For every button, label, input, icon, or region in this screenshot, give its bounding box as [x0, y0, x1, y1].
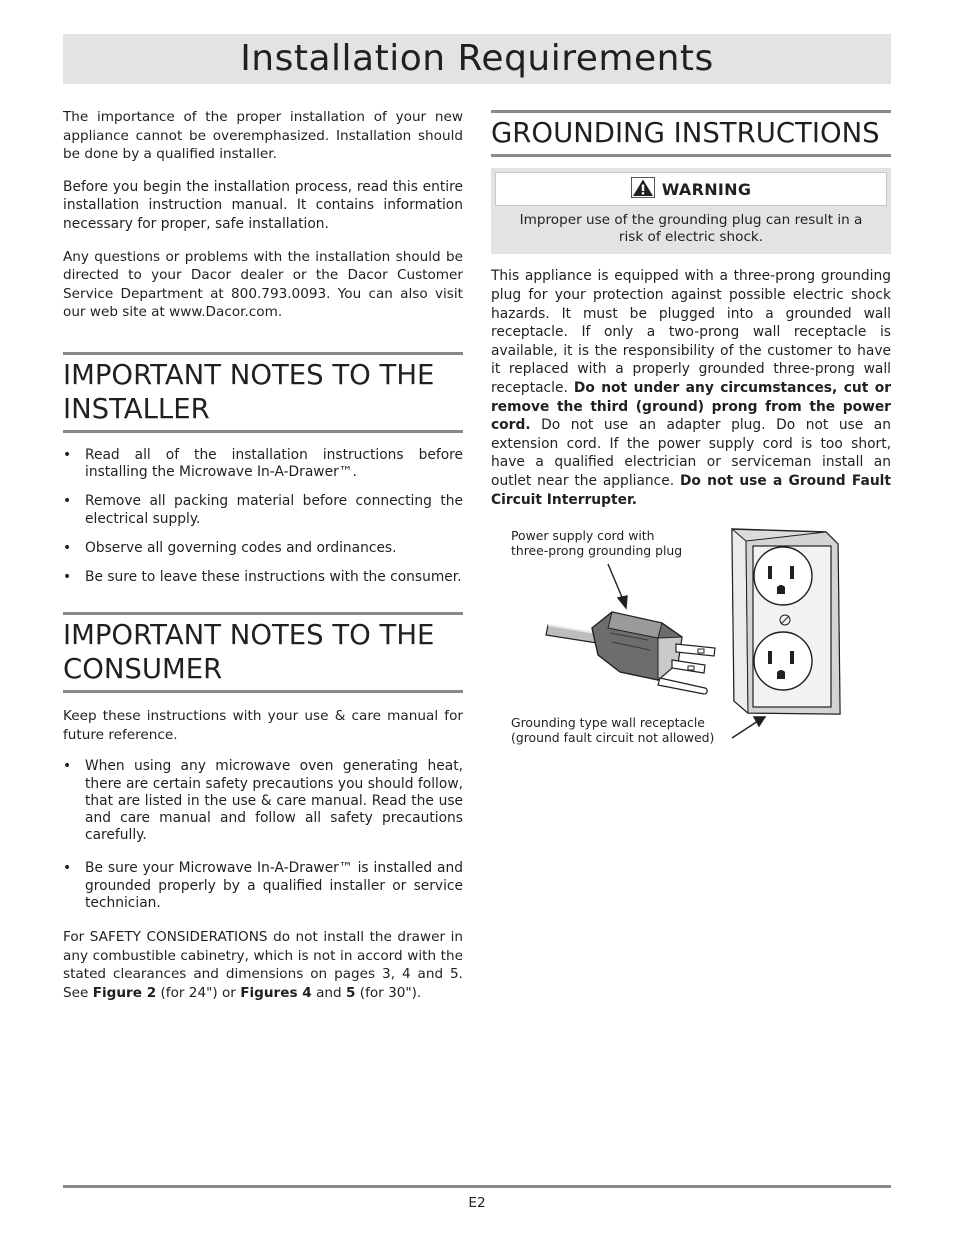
right-column — [491, 108, 891, 523]
safety-considerations: For SAFETY CONSIDERATIONS do not install the drawer in any combustible cabinetry, which is not in accord with the stated clearances and dimensions on pages 3, 4 and 5. See Figure 2 (for 24") or Figures 4 and 5 (for 30"). — [63, 928, 463, 1001]
consumer-heading-line1: IMPORTANT NOTES TO THE — [63, 619, 435, 652]
installer-notes-heading — [63, 352, 463, 433]
warning-label: WARNING — [661, 179, 752, 199]
bullet: • — [63, 539, 72, 556]
page-title: Installation Requirements — [240, 38, 714, 79]
callout-power-cord: Power supply cord with three-prong grounding plug — [511, 528, 683, 558]
arrow-to-receptacle — [732, 717, 765, 738]
warning-text: Improper use of the grounding plug can result in a risk of electric shock. — [519, 212, 863, 246]
installer-notes-list — [63, 447, 463, 586]
intro-paragraph-3: Any questions or problems with the installation should be directed to your Dacor dealer or the Dacor Customer Service Department at 800.793.0093. You can also visit our web site at www.Dacor.com. — [63, 248, 463, 321]
list-item: • Remove all packing material before connecting the electrical supply. — [63, 493, 463, 527]
list-item: • Be sure to leave these instructions with the consumer. — [63, 568, 462, 585]
title-bar — [63, 34, 891, 84]
list-item: • When using any microwave oven generating heat, there are certain safety precautions you should follow, that are listed in the use & care manual. Read the use and care manual and follow all safety precautions carefully. — [63, 758, 463, 844]
warning-box — [491, 168, 891, 254]
warning-triangle-icon — [631, 177, 655, 202]
consumer-notes-list — [63, 758, 463, 912]
grounding-figure — [500, 520, 850, 755]
intro-paragraph-1: The importance of the proper installation of your new appliance cannot be overemphasized. Installation should be done by a qualified installer. — [63, 109, 463, 163]
callout-receptacle: Grounding type wall receptacle (ground fault circuit not allowed) — [511, 715, 715, 745]
intro-paragraph-2: Before you begin the installation process, read this entire installation instruction manual. It contains information necessary for proper, safe installation. — [63, 178, 463, 232]
consumer-intro: Keep these instructions with your use & care manual for future reference. — [63, 708, 463, 743]
grounding-heading: GROUNDING INSTRUCTIONS — [491, 110, 891, 157]
bullet: • — [63, 860, 72, 877]
list-item: • Be sure your Microwave In-A-Drawer™ is installed and grounded properly by a qualified installer or service technician. — [63, 860, 463, 911]
bullet: • — [63, 446, 72, 463]
warning-header — [495, 172, 887, 206]
page-number: E2 — [468, 1195, 486, 1211]
list-item: • Read all of the installation instructions before installing the Microwave In-A-Drawer™. — [63, 446, 463, 481]
installer-heading-line1: IMPORTANT NOTES TO THE — [63, 358, 435, 391]
bullet: • — [63, 568, 72, 585]
bullet: • — [63, 758, 72, 775]
installer-heading-line2: INSTALLER — [63, 392, 210, 425]
bullet: • — [63, 493, 72, 510]
plug-and-receptacle-illustration — [500, 520, 850, 755]
wall-receptacle — [732, 529, 840, 714]
list-item: • Observe all governing codes and ordinances. — [63, 539, 397, 556]
consumer-notes-heading — [63, 612, 463, 693]
arrow-to-plug — [608, 564, 627, 608]
left-column — [63, 108, 463, 1016]
grounding-body: This appliance is equipped with a three-prong grounding plug for your protection against possible electric shock hazards. It must be plugged into a grounded wall receptacle. If only a two-prong wall receptacle is available, it is the responsibility of the customer to have it replaced with a properly grounded three-prong wall receptacle. Do not under any circumstances, cut or remove the third (ground) prong from the power cord. Do not use an adapter plug. Do not use an extension cord. If the power supply cord is too short, have a qualified electrician or serviceman install an outlet near the appliance. Do not use a Ground Fault Circuit Interrupter. — [491, 268, 892, 508]
consumer-heading-line2: CONSUMER — [63, 653, 223, 686]
footer-rule — [63, 1185, 891, 1188]
